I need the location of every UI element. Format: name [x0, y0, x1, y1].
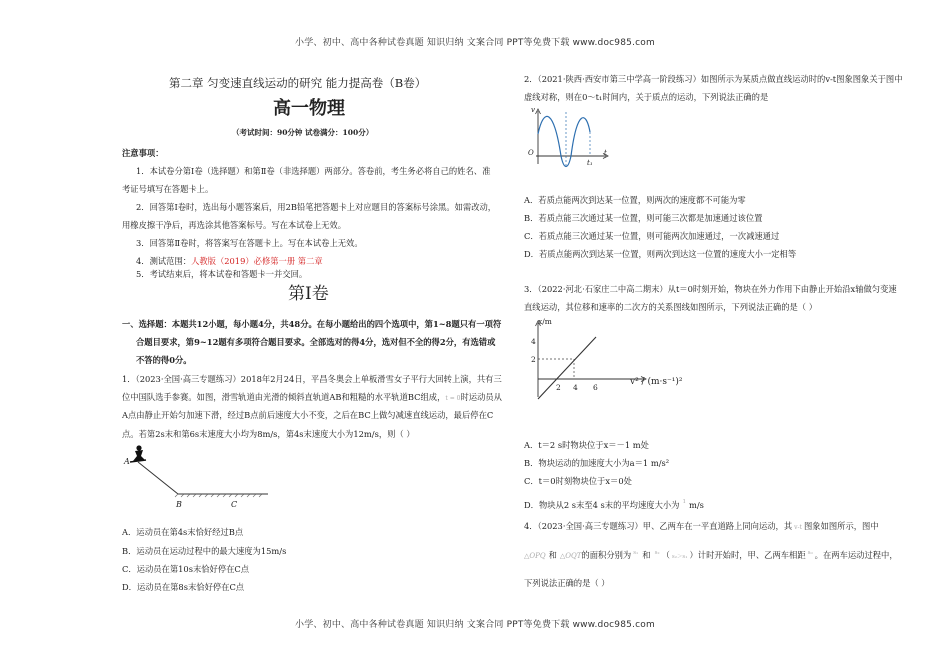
q3-option-a: A．t＝2 s时物块位于x＝－1 m处: [524, 440, 649, 450]
q2-line-2: 虚线对称，则在0～t₁时间内，关于质点的运动，下列说法正确的是: [524, 92, 769, 102]
q2-option-a: A．若质点能两次到达某一位置，则两次的速度都不可能为零: [524, 195, 746, 205]
subject-title: 高一物理: [273, 98, 345, 119]
q1-fig-label-c: C: [231, 500, 238, 509]
instructions-3: 不答的得0分。: [136, 355, 192, 365]
notice-3: 3．回答第Ⅱ卷时，将答案写在答题卡上。写在本试卷上无效。: [136, 238, 363, 248]
q1-line-2: [122, 391, 502, 405]
q3-data-line: [538, 337, 596, 399]
q4-triangle-opq: △OPQ: [524, 552, 546, 560]
q1-line-2-faint: t = 0: [445, 395, 461, 402]
q2-line-1: 2．（2021·陕西·西安市第三中学高一阶段练习）如图所示为某质点做直线运动时的v-t图象图象关于图中: [524, 74, 903, 84]
q2-option-c: C．若质点能三次通过某一位置，则可能两次加速通过，一次减速通过: [524, 231, 780, 241]
q4-s0: s₀: [807, 550, 813, 556]
q2-velocity-curve: [538, 116, 590, 166]
q3-line-1: 3．（2022·河北·石家庄二中高二期末）从t＝0时刻开始，物块在外力作用下由静止开始沿x轴做匀变速: [524, 284, 897, 294]
q4-line-3: 下列说法正确的是（ ）: [524, 578, 610, 588]
notice-4: [136, 255, 323, 267]
q3-option-c: C．t＝0时刻物块位于x＝0处: [524, 476, 632, 486]
q1-line-2-tail: 时运动员从: [460, 392, 502, 402]
chapter-title: 第二章 匀变速直线运动的研究 能力提高卷（B卷）: [169, 76, 427, 90]
q2-option-b: B．若质点能三次通过某一位置，则可能三次都是加速通过该位置: [524, 213, 763, 223]
q1-line-2-main: 位中国队选手参赛。如图，滑雪轨道由光滑的倾斜直轨道AB和粗糙的水平轨道BC组成，: [122, 392, 446, 402]
q4-paren-open: （: [661, 550, 670, 560]
q3-ytick-2: 2: [531, 355, 536, 364]
q3-ytick-4: 4: [531, 337, 536, 346]
notice-2b: 用橡皮擦干净后，再选涂其他答案标号。写在本试卷上无效。: [122, 220, 347, 230]
q3-xtick-6: 6: [593, 383, 598, 392]
instructions-1: 一、选择题：本题共12小题，每小题4分，共48分。在每小题给出的四个选项中，第1~8题只有一项符: [122, 319, 502, 329]
notice-title: 注意事项：: [122, 148, 164, 158]
page-header: 小学、初中、高中各种试卷真题 知识归纳 文案合同 PPT等免费下载 www.doc985.com: [295, 38, 655, 48]
q3-xtick-2: 2: [556, 383, 561, 392]
q1-option-b: B．运动员在运动过程中的最大速度为15m/s: [122, 546, 287, 556]
q1-option-d: D．运动员在第8s末恰好停在C点: [122, 582, 245, 592]
q3-option-d-fraction: 1: [682, 499, 686, 505]
q1-slope-ab: [138, 462, 178, 494]
notice-1b: 考证号填写在答题卡上。: [122, 184, 214, 194]
q1-figure: [118, 440, 278, 515]
section-title: 第Ⅰ卷: [288, 284, 329, 304]
exam-meta: （考试时间：90分钟 试卷满分：100分）: [232, 128, 374, 137]
q1-option-a: A．运动员在第4s末恰好经过B点: [122, 527, 244, 537]
q4-line-2: [524, 547, 898, 563]
q3-option-d-unit: m/s: [688, 500, 704, 510]
q4-triangle-oqt: △OQT: [559, 552, 582, 560]
q2-option-d: D．若质点能两次到达某一位置，则两次到达这一位置的速度大小一定相等: [524, 249, 797, 259]
page-footer: 小学、初中、高中各种试卷真题 知识归纳 文案合同 PPT等免费下载 www.doc985.com: [295, 620, 655, 630]
q1-option-c: C．运动员在第10s末恰好停在C点: [122, 564, 250, 574]
q4-s2-gt-s1: s₂＞s₁: [671, 554, 688, 560]
q1-line-3: A点由静止开始匀加速下滑，经过B点前后速度大小不变，之后在BC上做匀减速直线运动，最后停在C: [122, 410, 494, 420]
snowboarder-icon: [130, 445, 146, 462]
notice-5: 5．考试结束后，将本试卷和答题卡一并交回。: [136, 269, 308, 279]
q1-line-1: 1．（2023·全国·高三专题练习）2018年2月24日，平昌冬奥会上单板滑雪女子平行大回转上演，共有三: [122, 374, 502, 384]
q4-and-1: 和: [548, 550, 557, 560]
q3-x-v2-graph: [524, 317, 704, 409]
q2-fig-v: v: [531, 106, 535, 114]
notice-1a: 1．本试卷分第Ⅰ卷（选择题）和第Ⅱ卷（非选择题）两部分。答卷前，考生务必将自己的姓名、准: [136, 166, 491, 176]
q4-areas-text: 的面积分别为: [581, 550, 632, 560]
q4-line-2-tail: 。在两车运动过程中，: [814, 550, 898, 560]
notice-4-scope: 人教版（2019）必修第一册 第二章: [191, 256, 323, 266]
q4-line-1-main: 4．（2023·全国·高三专题练习）甲、乙两车在一平直道路上同向运动，其: [524, 521, 793, 531]
q1-line-4: 点。若第2s末和第6s末速度大小均为8m/s，第4s末速度大小为12m/s，则（ ）: [122, 429, 415, 439]
q2-fig-t: t: [604, 149, 607, 157]
q4-line-1-tail: 图象如图所示，图中: [803, 521, 879, 531]
q4-line-1: [524, 520, 879, 534]
q2-fig-t1: t₁: [587, 159, 593, 167]
q3-line-2: 直线运动，其位移和速率的二次方的关系图线如图所示，下列说法正确的是（ ）: [524, 302, 818, 312]
q2-vt-graph: [524, 104, 614, 176]
q4-s1: s₁: [633, 550, 639, 556]
q1-fig-label-b: B: [176, 500, 182, 509]
q4-line-1-faint: v-t: [794, 524, 802, 531]
q3-option-d-text: D．物块从2 s末至4 s末的平均速度大小为: [524, 500, 680, 510]
q1-fig-label-a: A: [124, 457, 130, 466]
q4-distance-text: ）计时开始时，甲、乙两车相距: [689, 550, 806, 560]
q4-s2: s₂: [654, 550, 660, 556]
notice-2a: 2．回答第Ⅰ卷时，选出每小题答案后，用2B铅笔把答题卡上对应题目的答案标号涂黑。如需改动，: [136, 202, 497, 212]
q4-and-2: 和: [642, 550, 651, 560]
q2-fig-o: O: [528, 149, 534, 157]
q3-xtick-4: 4: [573, 383, 578, 392]
q3-xlabel: v² / (m·s⁻¹)²: [630, 377, 683, 387]
notice-4-prefix: 4．测试范围：: [136, 256, 192, 266]
q3-option-d: [524, 496, 704, 511]
instructions-2: 合题目要求，第9~12题有多项符合题目要求。全部选对的得4分，选对但不全的得2分，有选错或: [136, 337, 496, 347]
q3-option-b: B．物块运动的加速度大小为a＝1 m/s²: [524, 458, 670, 468]
q3-ylabel: x/m: [538, 317, 552, 326]
